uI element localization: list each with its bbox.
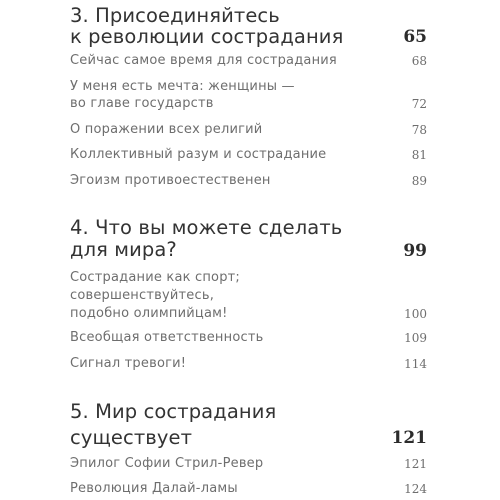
entry-page-number: 121 (404, 457, 427, 471)
entry-page-number: 89 (411, 174, 427, 188)
toc-entry: Эпилог Софии Стрил-Ревер (70, 456, 264, 471)
chapter-page-number: 65 (403, 27, 427, 47)
entry-page-number: 68 (411, 54, 427, 68)
toc-entry: У меня есть мечта: женщины — (70, 79, 295, 94)
toc-entry: Сейчас самое время для сострадания (70, 53, 337, 68)
entry-page-number: 72 (411, 97, 427, 111)
toc-entry: Всеобщая ответственность (70, 330, 264, 345)
chapter-page-number: 121 (391, 428, 427, 448)
chapter-title: 4. Что вы можете сделать (70, 216, 343, 239)
chapter-title: существует (70, 426, 193, 449)
entry-page-number: 78 (411, 123, 427, 137)
entry-page-number: 124 (404, 482, 427, 496)
entry-page-number: 114 (404, 357, 427, 371)
chapter-title: 3. Присоединяйтесь (70, 4, 280, 27)
chapter-page-number: 99 (403, 241, 427, 261)
toc-entry: Сострадание как спорт; (70, 270, 241, 285)
toc-entry: Эгоизм противоестественен (70, 173, 271, 188)
toc-entry: Революция Далай-ламы (70, 481, 238, 496)
chapter-title: для мира? (70, 238, 177, 261)
toc-entry: О поражении всех религий (70, 122, 263, 137)
chapter-title: 5. Мир сострадания (70, 400, 277, 423)
toc-entry: подобно олимпийцам! (70, 306, 228, 321)
entry-page-number: 81 (411, 148, 427, 162)
toc-entry: Коллективный разум и сострадание (70, 147, 327, 162)
entry-page-number: 109 (404, 331, 427, 345)
toc-entry: во главе государств (70, 96, 214, 111)
chapter-title: к революции сострадания (70, 25, 344, 48)
entry-page-number: 100 (404, 307, 427, 321)
toc-entry: совершенствуйтесь, (70, 288, 215, 303)
toc-entry: Сигнал тревоги! (70, 356, 187, 371)
